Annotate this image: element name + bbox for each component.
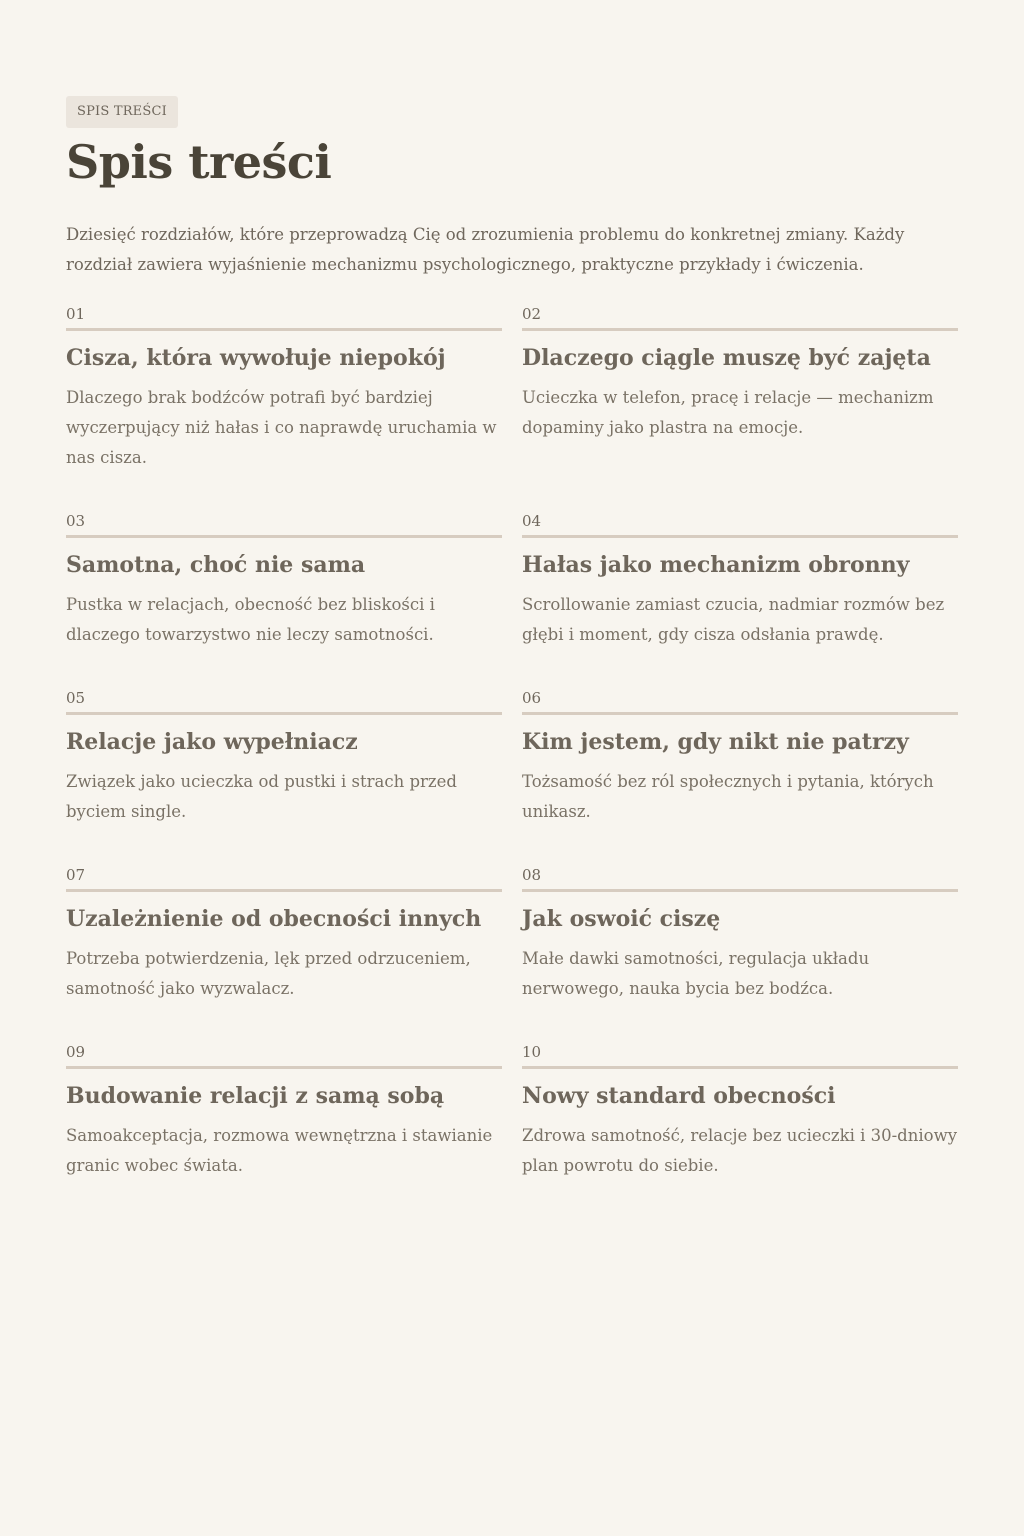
- chapter-number: 01: [66, 304, 86, 323]
- chapter-divider: [66, 712, 502, 715]
- chapter-divider: [522, 889, 958, 892]
- chapter-number: 04: [522, 511, 542, 530]
- chapter-title: Jak oswoić ciszę: [522, 905, 721, 932]
- chapter-item[interactable]: [66, 503, 502, 680]
- table-of-contents-page: [66, 96, 958, 1211]
- section-badge: SPIS TREŚCI: [66, 96, 178, 128]
- chapter-divider: [522, 712, 958, 715]
- chapter-divider: [66, 1066, 502, 1069]
- chapter-divider: [66, 328, 502, 331]
- chapter-description: Samoakceptacja, rozmowa wewnętrzna i stawianie granic wobec świata.: [66, 1125, 493, 1175]
- chapter-description: Związek jako ucieczka od pustki i strach przed byciem single.: [66, 771, 457, 821]
- chapter-number: 03: [66, 511, 86, 530]
- chapter-item[interactable]: [522, 857, 958, 1034]
- chapter-description: Pustka w relacjach, obecność bez bliskości i dlaczego towarzystwo nie leczy samotności.: [66, 594, 435, 644]
- chapter-divider: [66, 535, 502, 538]
- page-title: Spis treści: [66, 135, 332, 189]
- chapter-grid: [66, 296, 958, 1211]
- chapter-number: 07: [66, 865, 86, 884]
- chapter-description: Zdrowa samotność, relacje bez ucieczki i 30-dniowy plan powrotu do siebie.: [522, 1125, 958, 1175]
- chapter-title: Relacje jako wypełniacz: [66, 728, 358, 755]
- chapter-item[interactable]: [522, 503, 958, 680]
- chapter-description: Ucieczka w telefon, pracę i relacje — mechanizm dopaminy jako plastra na emocje.: [522, 387, 934, 437]
- chapter-title: Nowy standard obecności: [522, 1082, 836, 1109]
- chapter-number: 08: [522, 865, 542, 884]
- chapter-item[interactable]: [66, 680, 502, 857]
- chapter-item[interactable]: [522, 296, 958, 503]
- chapter-item[interactable]: [66, 296, 502, 503]
- chapter-number: 06: [522, 688, 542, 707]
- chapter-divider: [66, 889, 502, 892]
- chapter-divider: [522, 328, 958, 331]
- chapter-item[interactable]: [66, 857, 502, 1034]
- chapter-number: 05: [66, 688, 86, 707]
- chapter-title: Uzależnienie od obecności innych: [66, 905, 482, 932]
- chapter-divider: [522, 1066, 958, 1069]
- chapter-item[interactable]: [522, 680, 958, 857]
- chapter-title: Budowanie relacji z samą sobą: [66, 1082, 445, 1109]
- chapter-description: Tożsamość bez ról społecznych i pytania, których unikasz.: [522, 771, 934, 821]
- chapter-title: Dlaczego ciągle muszę być zajęta: [522, 344, 931, 371]
- chapter-title: Hałas jako mechanizm obronny: [522, 551, 910, 578]
- chapter-description: Dlaczego brak bodźców potrafi być bardziej wyczerpujący niż hałas i co naprawdę uruchamia w nas cisza.: [66, 387, 497, 467]
- chapter-title: Cisza, która wywołuje niepokój: [66, 344, 446, 371]
- chapter-number: 02: [522, 304, 542, 323]
- chapter-title: Kim jestem, gdy nikt nie patrzy: [522, 728, 909, 755]
- chapter-description: Potrzeba potwierdzenia, lęk przed odrzuceniem, samotność jako wyzwalacz.: [66, 948, 471, 998]
- chapter-item[interactable]: [522, 1034, 958, 1211]
- intro-paragraph: Dziesięć rozdziałów, które przeprowadzą Cię od zrozumienia problemu do konkretnej zmiany. Każdy rozdział zawiera wyjaśnienie mechanizmu psychologicznego, praktyczne przykłady i ćwiczenia.: [66, 224, 905, 274]
- chapter-description: Scrollowanie zamiast czucia, nadmiar rozmów bez głębi i moment, gdy cisza odsłania prawdę.: [522, 594, 945, 644]
- chapter-number: 10: [522, 1042, 542, 1061]
- chapter-title: Samotna, choć nie sama: [66, 551, 366, 578]
- chapter-divider: [522, 535, 958, 538]
- chapter-number: 09: [66, 1042, 86, 1061]
- chapter-item[interactable]: [66, 1034, 502, 1211]
- chapter-description: Małe dawki samotności, regulacja układu nerwowego, nauka bycia bez bodźca.: [522, 948, 870, 998]
